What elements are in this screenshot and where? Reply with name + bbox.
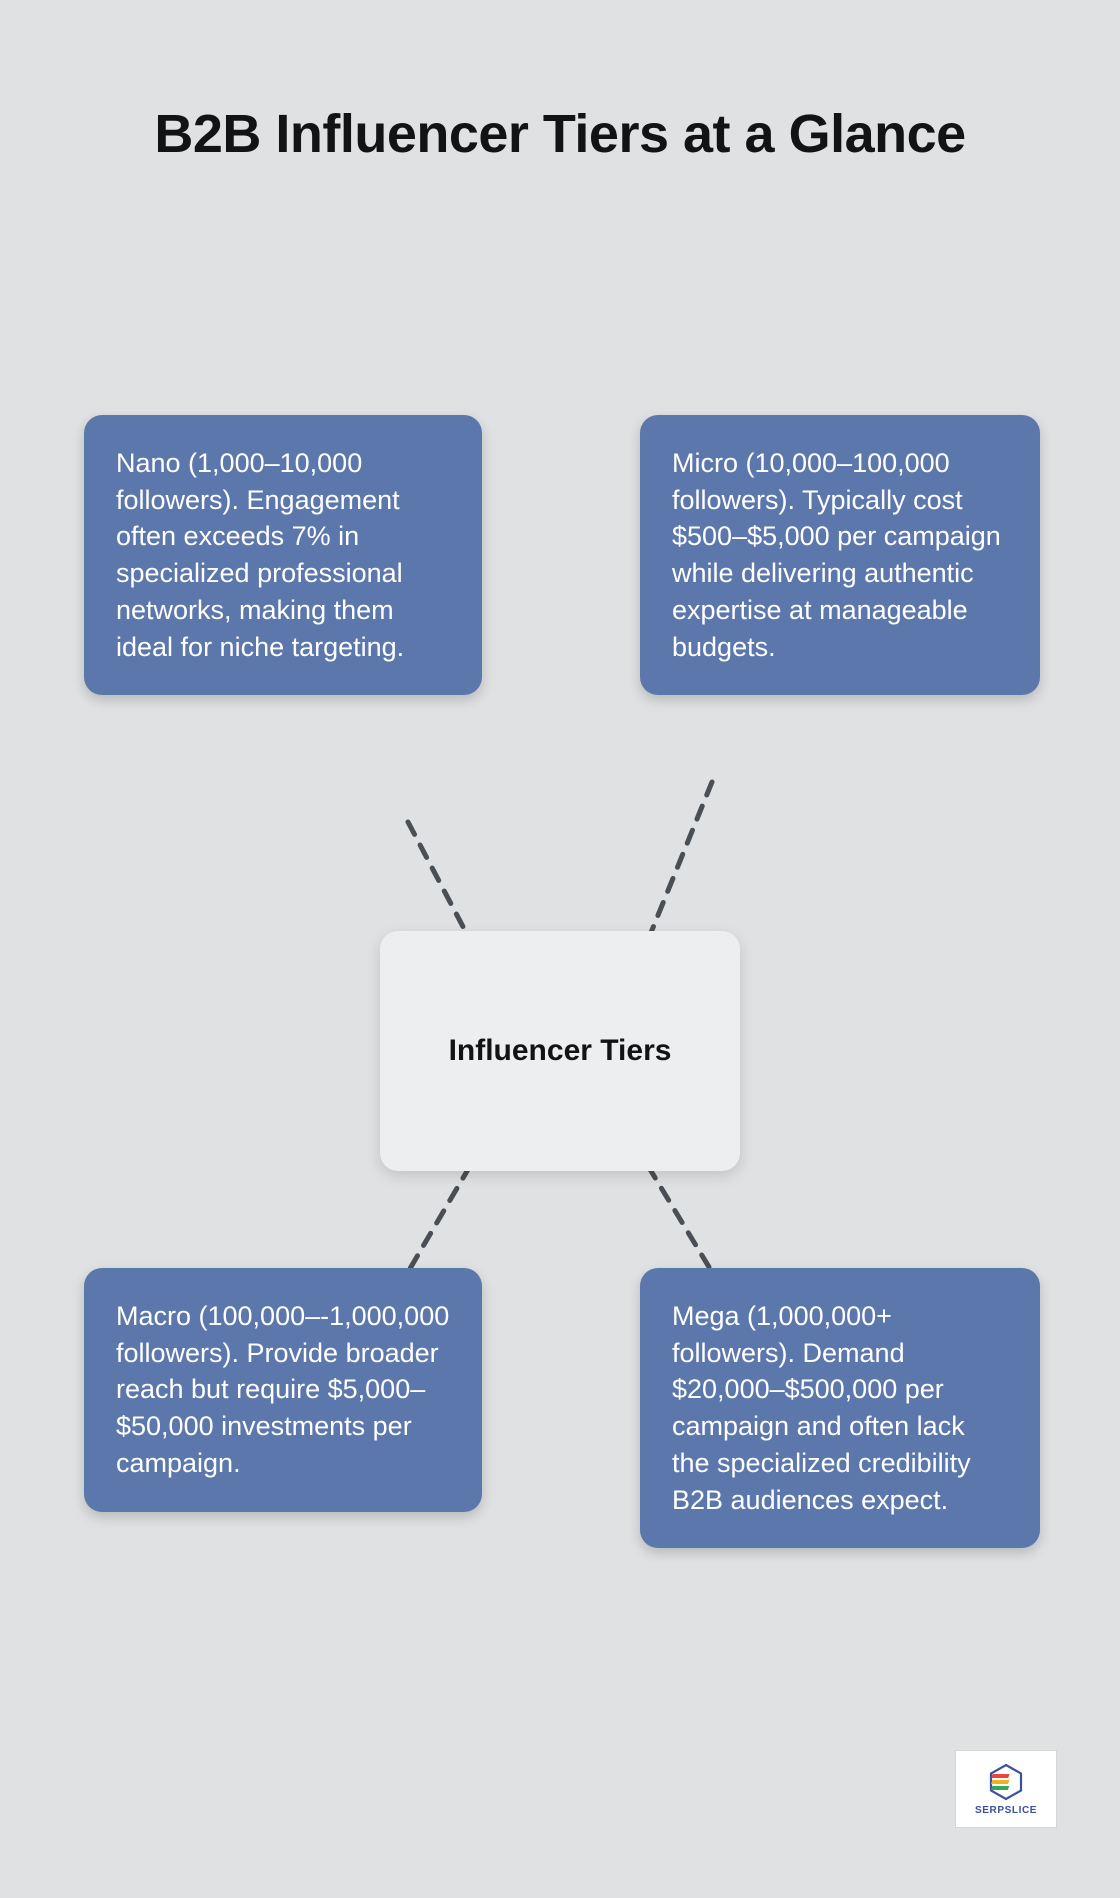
node-macro: [84, 1268, 482, 1512]
node-micro: [640, 415, 1040, 695]
connector-micro: [648, 782, 712, 940]
logo-wordmark: SERPSLICE: [974, 1805, 1038, 1816]
node-macro-text: Macro (100,000–-1,000,000 followers). Provide broader reach but require $5,000–$50,000 investments per campaign.: [116, 1301, 450, 1478]
connector-macro: [408, 1166, 470, 1272]
page-title: B2B Influencer Tiers at a Glance: [154, 104, 966, 164]
connector-mega: [648, 1166, 712, 1272]
node-mega: [640, 1268, 1040, 1548]
center-node: [380, 931, 740, 1171]
node-micro-text: Micro (10,000–100,000 followers). Typically cost $500–$5,000 per campaign while delivering authentic expertise at manageable budgets.: [672, 448, 1001, 662]
logo-badge: [955, 1750, 1057, 1828]
serpslice-logo-icon: [986, 1762, 1026, 1802]
connector-nano: [408, 822, 470, 940]
center-node-label: Influencer Tiers: [448, 1034, 672, 1067]
node-nano-text: Nano (1,000–10,000 followers). Engagement often exceeds 7% in specialized professional networks, making them ideal for niche targeting.: [116, 448, 405, 662]
node-nano: [84, 415, 482, 695]
node-mega-text: Mega (1,000,000+ followers). Demand $20,000–$500,000 per campaign and often lack the specialized credibility B2B audiences expect.: [672, 1301, 971, 1515]
